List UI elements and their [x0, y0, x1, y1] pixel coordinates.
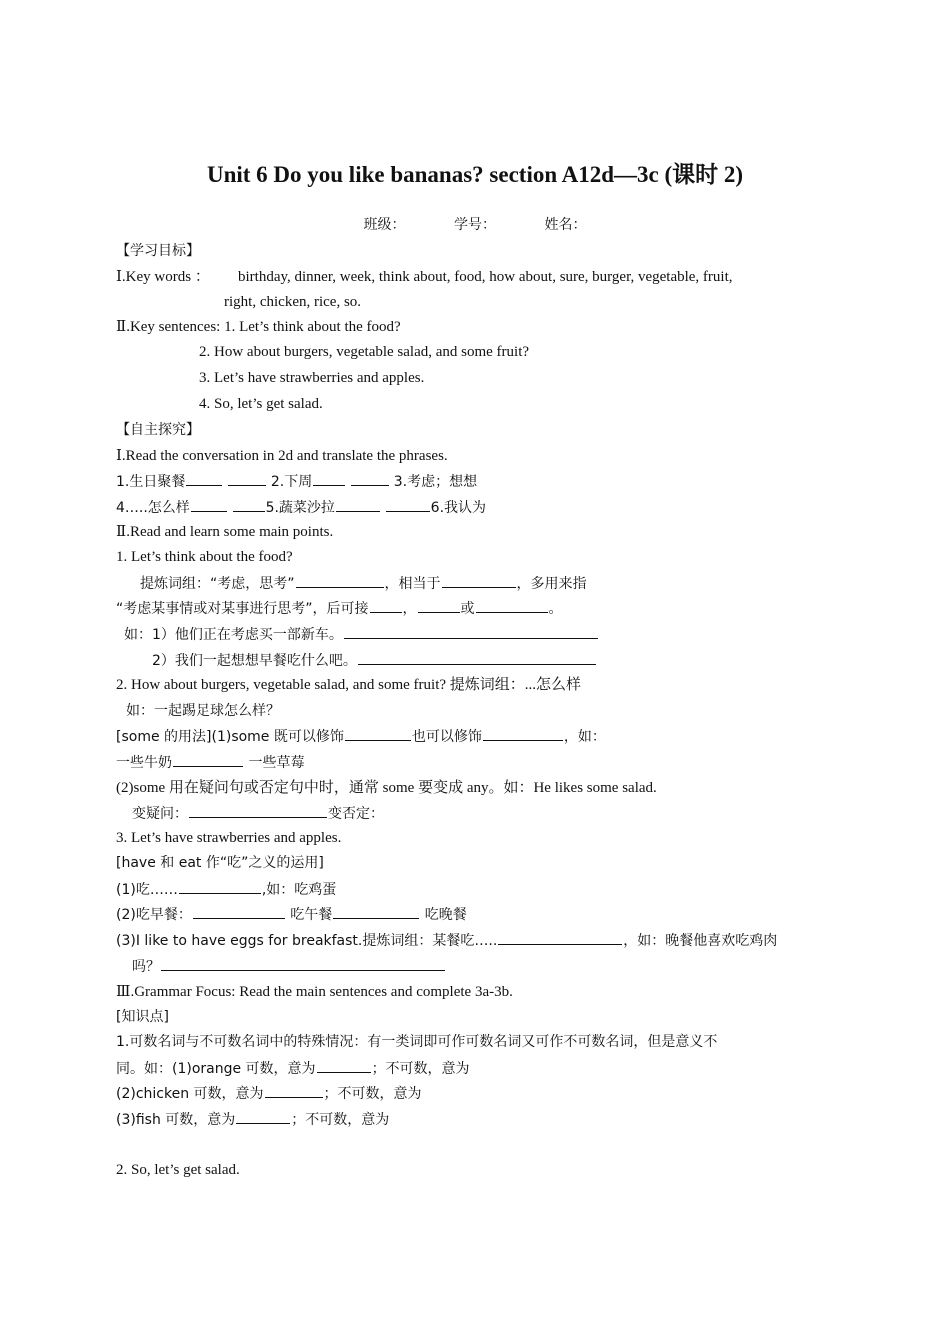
- knowledge-1b: [116, 1057, 470, 1080]
- question-end: 吗？: [132, 959, 160, 975]
- point-3-heading: [have 和 eat 作“吃”之义的运用]: [116, 855, 324, 871]
- class-label: 班级：: [363, 217, 406, 233]
- answer-blank[interactable]: [370, 597, 402, 613]
- point-1-body-2: [116, 597, 563, 620]
- part2-instruction: Ⅱ.Read and learn some main points.: [116, 524, 334, 540]
- key-sentences-line1: Ⅱ.Key sentences: 1. Let’s think about the food?: [116, 319, 401, 335]
- lunch-label: 吃午餐: [290, 907, 333, 923]
- answer-blank[interactable]: [179, 878, 261, 894]
- breakfast-label: (2)吃早餐：: [116, 907, 192, 923]
- point-3-item-1: [116, 878, 336, 901]
- point-1-text-g: 。: [548, 601, 563, 617]
- answer-blank[interactable]: [265, 1082, 323, 1098]
- knowledge-heading: [知识点]: [116, 1009, 169, 1025]
- phrase-6: 6.我认为: [430, 500, 487, 516]
- point-1-text-e: ，: [402, 601, 417, 617]
- fish-uncountable: ；不可数，意为: [291, 1112, 390, 1128]
- answer-blank[interactable]: [386, 496, 430, 512]
- key-sentence-4: 4. So, let’s get salad.: [199, 396, 323, 412]
- answer-blank[interactable]: [233, 496, 265, 512]
- answer-blank[interactable]: [476, 597, 548, 613]
- answer-blank[interactable]: [161, 955, 445, 971]
- answer-blank[interactable]: [173, 751, 243, 767]
- answer-blank[interactable]: [498, 929, 622, 945]
- point-1-text-d: “考虑某事情或对某事进行思考”，后可接: [116, 601, 369, 617]
- page-title: Unit 6 Do you like bananas? section A12d—3c (课时 2): [206, 162, 744, 187]
- answer-blank[interactable]: [228, 470, 266, 486]
- some-milk: 一些牛奶: [116, 755, 172, 771]
- some-text-a: [some 的用法](1)some 既可以修饰: [116, 729, 344, 745]
- eat-example: ,如：吃鸡蛋: [261, 882, 337, 898]
- knowledge-3: [116, 1108, 389, 1131]
- answer-blank[interactable]: [186, 470, 222, 486]
- dinner-label: 吃晚餐: [424, 907, 467, 923]
- answer-blank[interactable]: [236, 1108, 290, 1124]
- orange-text: 同。如：(1)orange 可数，意为: [116, 1061, 316, 1077]
- key-words-line1: birthday, dinner, week, think about, food, how about, sure, burger, vegetable, fruit,: [238, 269, 733, 285]
- point-3-item-3: [116, 929, 777, 952]
- example-1: [124, 623, 599, 646]
- student-info: [0, 214, 950, 236]
- part1-instruction: Ⅰ.Read the conversation in 2d and translate the phrases.: [116, 448, 448, 464]
- fish-text: (3)fish 可数，意为: [116, 1112, 236, 1128]
- answer-blank[interactable]: [483, 725, 563, 741]
- part3-instruction: Ⅲ.Grammar Focus: Read the main sentences and complete 3a-3b.: [116, 984, 513, 1000]
- phrase-3: 3.考虑；想想: [393, 474, 478, 490]
- eat-text: (1)吃……: [116, 882, 178, 898]
- answer-blank[interactable]: [313, 470, 345, 486]
- chicken-uncountable: ；不可数，意为: [323, 1086, 422, 1102]
- phrase-2: 2.下周: [270, 474, 313, 490]
- point-1-text-f: 或: [460, 601, 475, 617]
- phrase-4: 4…..怎么样: [116, 500, 190, 516]
- point-3-title: 3. Let’s have strawberries and apples.: [116, 830, 342, 846]
- orange-uncountable: ；不可数，意为: [371, 1061, 470, 1077]
- knowledge-4: 2. So, let’s get salad.: [116, 1162, 240, 1178]
- negative-label: 变否定：: [328, 806, 384, 822]
- some-usage-1: [116, 725, 606, 748]
- meal-example: ，如：晚餐他喜欢吃鸡肉: [623, 933, 778, 949]
- knowledge-2: [116, 1082, 422, 1105]
- answer-blank[interactable]: [193, 903, 285, 919]
- point-2-example: 如：一起踢足球怎么样？: [126, 703, 280, 719]
- example-2-text: 2）我们一起想想早餐吃什么吧。: [152, 653, 357, 669]
- phrase-5: 5.蔬菜沙拉: [265, 500, 335, 516]
- point-1-text-c: ，多用来指: [516, 576, 587, 592]
- phrase-1: 1.生日聚餐: [116, 474, 186, 490]
- point-1-text-a: 提炼词组：“考虑，思考”: [140, 576, 295, 592]
- answer-blank[interactable]: [189, 802, 327, 818]
- question-label: 变疑问：: [132, 806, 188, 822]
- goals-heading: 【学习目标】: [116, 243, 200, 259]
- key-words-line2: right, chicken, rice, so.: [224, 294, 362, 310]
- answer-blank[interactable]: [345, 725, 411, 741]
- some-usage-examples: [116, 751, 304, 774]
- answer-blank[interactable]: [191, 496, 227, 512]
- phrase-row-1: [116, 470, 477, 493]
- answer-blank[interactable]: [336, 496, 380, 512]
- number-label: 学号：: [454, 217, 496, 233]
- some-usage-2: (2)some 用在疑问句或否定句中时，通常 some 要变成 any。如：He likes some salad.: [116, 780, 657, 796]
- answer-blank[interactable]: [442, 572, 516, 588]
- point-3-item-2: [116, 903, 467, 926]
- point-2-title: 2. How about burgers, vegetable salad, and some fruit? 提炼词组：...怎么样: [116, 677, 582, 693]
- answer-blank[interactable]: [333, 903, 419, 919]
- point-3-item-3-cont: [132, 955, 446, 978]
- explore-heading: 【自主探究】: [116, 422, 200, 438]
- key-words-label: Ⅰ.Key words ：: [116, 269, 210, 285]
- chicken-text: (2)chicken 可数，意为: [116, 1086, 264, 1102]
- key-sentence-2: 2. How about burgers, vegetable salad, and some fruit?: [199, 344, 530, 360]
- name-label: 姓名：: [544, 217, 587, 233]
- point-1-text-b: ，相当于: [384, 576, 441, 592]
- answer-blank[interactable]: [344, 623, 598, 639]
- key-sentence-3: 3. Let’s have strawberries and apples.: [199, 370, 425, 386]
- some-transform: [132, 802, 384, 825]
- answer-blank[interactable]: [296, 572, 384, 588]
- phrase-row-2: [116, 496, 486, 519]
- some-text-b: 也可以修饰: [411, 729, 482, 745]
- key-words-prefix: [116, 266, 210, 288]
- answer-blank[interactable]: [358, 649, 596, 665]
- answer-blank[interactable]: [351, 470, 389, 486]
- some-strawberries: 一些草莓: [248, 755, 305, 771]
- point-1-title: 1. Let’s think about the food?: [116, 549, 293, 565]
- knowledge-1a: 1.可数名词与不可数名词中的特殊情况：有一类词即可作可数名词又可作不可数名词，但是意义不: [116, 1034, 718, 1050]
- example-1-text: 如：1）他们正在考虑买一部新车。: [124, 627, 343, 643]
- point-1-body: [140, 572, 587, 595]
- answer-blank[interactable]: [317, 1057, 371, 1073]
- some-text-c: ，如：: [563, 729, 606, 745]
- meal-phrase-text: (3)I like to have eggs for breakfast.提炼词组：某餐吃…..: [116, 933, 498, 949]
- answer-blank[interactable]: [418, 597, 460, 613]
- example-2: [152, 649, 597, 672]
